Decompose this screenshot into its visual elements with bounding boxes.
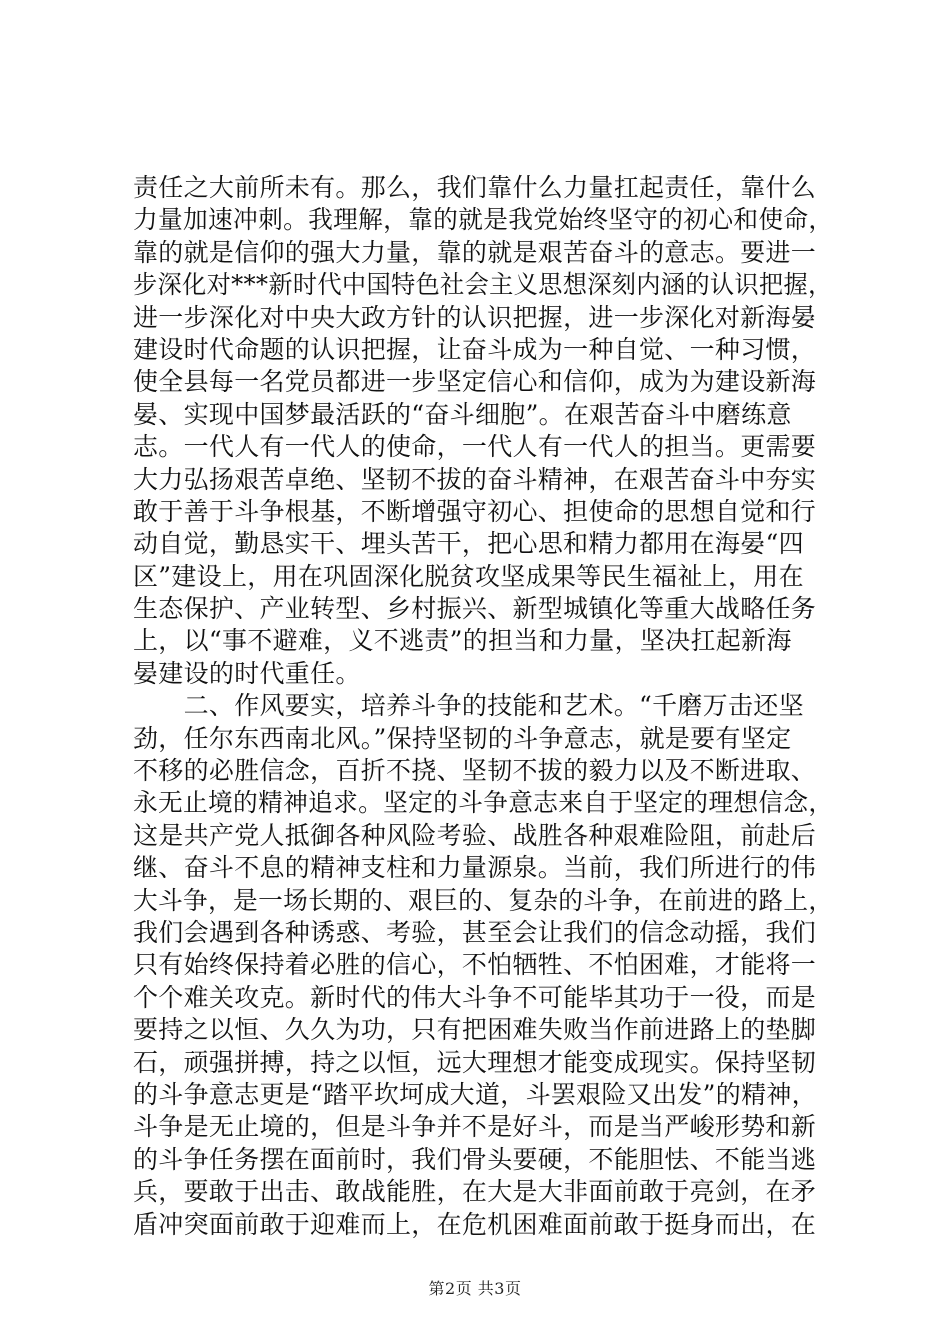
paragraph-line: 斗争是无止境的，但是斗争并不是好斗，而是当严峻形势和新 (133, 1112, 817, 1142)
paragraph-line: 动自觉，勤恳实干、埋头苦干，把心思和精力都用在海晏“四 (133, 529, 804, 559)
paragraph-line: 使全县每一名党员都进一步坚定信心和信仰，成为为建设新海 (133, 367, 817, 397)
paragraph-line: 这是共产党人抵御各种风险考验、战胜各种艰难险阻，前赴后 (133, 820, 817, 850)
paragraph-line: 晏、实现中国梦最活跃的“奋斗细胞”。在艰苦奋斗中磨练意 (133, 399, 792, 429)
paragraph-line: 不移的必胜信念，百折不挠、坚韧不拔的毅力以及不断进取、 (133, 756, 817, 786)
paragraph-line: 要持之以恒、久久为功，只有把困难失败当作前进路上的垫脚 (133, 1015, 817, 1045)
paragraph-line: 力量加速冲刺。我理解，靠的就是我党始终坚守的初心和使命， (133, 205, 834, 235)
paragraph-line: 靠的就是信仰的强大力量，靠的就是艰苦奋斗的意志。要进一 (133, 237, 817, 267)
paragraph-line: 上，以“事不避难，义不逃责”的担当和力量，坚决扛起新海 (133, 626, 792, 656)
paragraph-line: 步深化对***新时代中国特色社会主义思想深刻内涵的认识把握， (133, 270, 833, 300)
paragraph-line: 的斗争任务摆在面前时，我们骨头要硬，不能胆怯、不能当逃 (133, 1144, 817, 1174)
paragraph-line: 志。一代人有一代人的使命，一代人有一代人的担当。更需要 (133, 432, 817, 462)
paragraph-line: 进一步深化对中央大政方针的认识把握，进一步深化对新海晏 (133, 302, 817, 332)
paragraph-line: 石，顽强拼搏，持之以恒，远大理想才能变成现实。保持坚韧 (133, 1047, 817, 1077)
paragraph-line: 大斗争，是一场长期的、艰巨的、复杂的斗争，在前进的路上， (133, 885, 834, 915)
paragraph-line: 继、奋斗不息的精神支柱和力量源泉。当前，我们所进行的伟 (133, 853, 817, 883)
paragraph-line: 兵，要敢于出击、敢战能胜，在大是大非面前敢于亮剑，在矛 (133, 1177, 817, 1207)
paragraph-line: 个个难关攻克。新时代的伟大斗争不可能毕其功于一役，而是 (133, 982, 817, 1012)
paragraph-line: 二、作风要实，培养斗争的技能和艺术。“千磨万击还坚 (133, 691, 804, 721)
paragraph-line: 晏建设的时代重任。 (133, 658, 361, 688)
paragraph-line: 生态保护、产业转型、乡村振兴、新型城镇化等重大战略任务 (133, 594, 817, 624)
paragraph-line: 敢于善于斗争根基，不断增强守初心、担使命的思想自觉和行 (133, 496, 817, 526)
paragraph-line: 大力弘扬艰苦卓绝、坚韧不拔的奋斗精神，在艰苦奋斗中夯实 (133, 464, 817, 494)
paragraph-line: 劲，任尔东西南北风。”保持坚韧的斗争意志，就是要有坚定 (133, 723, 792, 753)
page-footer: 第2页 共3页 (428, 1279, 522, 1298)
paragraph-line: 的斗争意志更是“踏平坎坷成大道，斗罢艰险又出发”的精神， (133, 1079, 817, 1109)
paragraph-line: 永无止境的精神追求。坚定的斗争意志来自于坚定的理想信念， (133, 788, 834, 818)
paragraph-line: 盾冲突面前敢于迎难而上，在危机困难面前敢于挺身而出，在 (133, 1209, 817, 1239)
paragraph-line: 建设时代命题的认识把握，让奋斗成为一种自觉、一种习惯， (133, 334, 817, 364)
paragraph-line: 责任之大前所未有。那么，我们靠什么力量扛起责任，靠什么 (133, 173, 817, 202)
paragraph-line: 只有始终保持着必胜的信心，不怕牺牲、不怕困难，才能将一 (133, 950, 817, 980)
document-body (133, 172, 833, 1241)
paragraph-line: 我们会遇到各种诱惑、考验，甚至会让我们的信念动摇，我们 (133, 917, 817, 947)
paragraph-line: 区”建设上，用在巩固深化脱贫攻坚成果等民生福祉上，用在 (133, 561, 804, 591)
